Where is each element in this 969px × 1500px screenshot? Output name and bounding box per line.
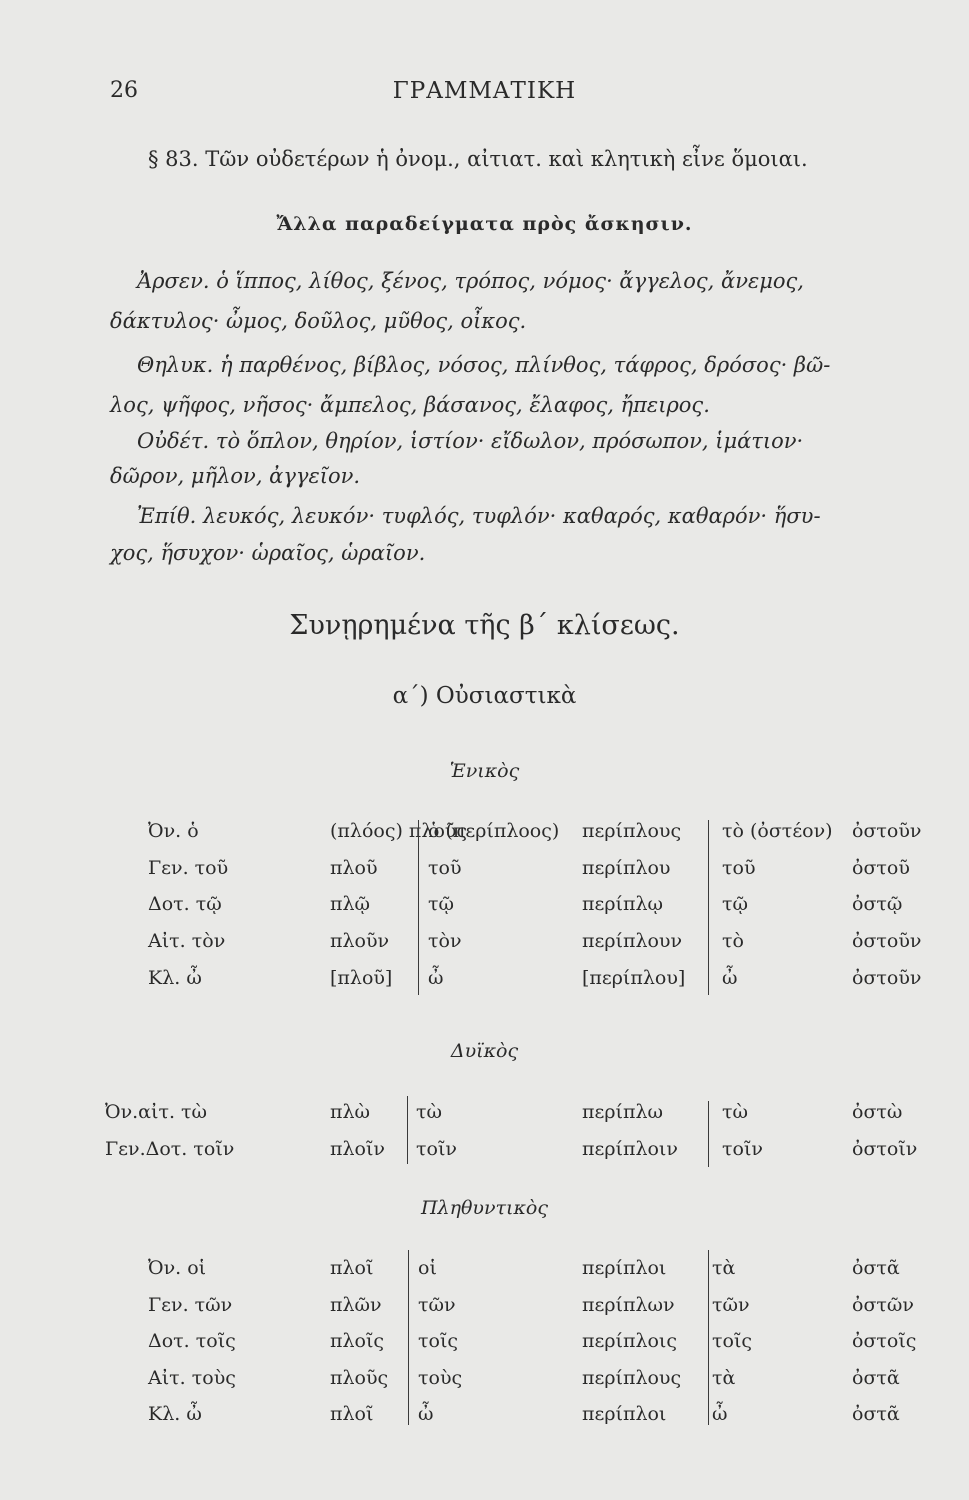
- example-line: χος, ἥσυχον· ὡραῖος, ὡραῖον.: [110, 541, 426, 565]
- dual-periplous-form: περίπλω: [582, 1101, 663, 1123]
- singular-osteon-form: ὀστοῦν: [852, 820, 922, 842]
- singular-plous-form: πλοῦ: [330, 857, 378, 879]
- plural-title: Πληθυντικὸς: [420, 1197, 549, 1219]
- plural-osteon-article: τῶν: [712, 1294, 750, 1316]
- dual-case-label: Γεν.Δοτ. τοῖν: [105, 1138, 235, 1160]
- example-line: λος, ψῆφος, νῆσος· ἄμπελος, βάσανος, ἔλαφος, ἤπειρος.: [110, 393, 710, 417]
- plural-periplous-form: περίπλους: [582, 1367, 682, 1389]
- singular-osteon-article: τὸ (ὀστέον): [722, 820, 833, 842]
- plural-osteon-article: ὦ: [712, 1403, 728, 1425]
- dual-plous-form: πλοῖν: [330, 1138, 385, 1160]
- plural-periplous-form: περίπλοι: [582, 1403, 667, 1425]
- example-line: Οὐδέτ. τὸ ὅπλον, θηρίον, ἱστίον· εἴδωλον, πρόσωπον, ἱμάτιον·: [137, 429, 804, 453]
- column-rule: [418, 820, 419, 995]
- plural-osteon-article: τοῖς: [712, 1330, 753, 1352]
- singular-plous-form: [πλοῦ]: [330, 967, 393, 989]
- plural-periplous-article: οἱ: [418, 1257, 437, 1279]
- plural-periplous-article: τοῖς: [418, 1330, 459, 1352]
- singular-case-label: Δοτ. τῷ: [148, 893, 222, 915]
- plural-periplous-article: τοὺς: [418, 1367, 463, 1389]
- running-title: ΓΡΑΜΜΑΤΙΚΗ: [392, 78, 577, 104]
- plural-osteon-form: ὀστᾶ: [852, 1257, 900, 1279]
- singular-periplous-form: περίπλῳ: [582, 893, 663, 915]
- singular-periplous-article: τῷ: [428, 893, 455, 915]
- singular-osteon-form: ὀστοῦ: [852, 857, 910, 879]
- contracted-title: Συνῃρημένα τῆς β΄ κλίσεως.: [289, 610, 680, 641]
- plural-case-label: Ὀν. οἱ: [148, 1257, 207, 1279]
- singular-osteon-article: τοῦ: [722, 857, 756, 879]
- singular-plous-form: (πλόος) πλοῦς: [330, 820, 468, 842]
- plural-plous-form: πλοῖ: [330, 1403, 374, 1425]
- singular-osteon-form: ὀστοῦν: [852, 967, 922, 989]
- dual-periplous-article: τὼ: [416, 1101, 443, 1123]
- singular-osteon-article: ὦ: [722, 967, 738, 989]
- dual-osteon-article: τὼ: [722, 1101, 749, 1123]
- dual-osteon-form: ὀστοῖν: [852, 1138, 918, 1160]
- singular-periplous-form: περίπλου: [582, 857, 671, 879]
- singular-case-label: Αἰτ. τὸν: [148, 930, 226, 952]
- dual-title: Δυϊκὸς: [450, 1040, 519, 1062]
- example-line: δῶρον, μῆλον, ἀγγεῖον.: [110, 464, 361, 488]
- singular-title: Ἑνικὸς: [449, 760, 520, 782]
- plural-periplous-article: ὦ: [418, 1403, 434, 1425]
- singular-plous-form: πλῷ: [330, 893, 371, 915]
- column-rule: [708, 1250, 709, 1425]
- example-line: Ἀρσεν. ὁ ἵππος, λίθος, ξένος, τρόπος, νόμος· ἄγγελος, ἄνεμος,: [137, 269, 804, 293]
- plural-osteon-article: τὰ: [712, 1257, 736, 1279]
- singular-periplous-article: ὁ (περίπλοος): [428, 820, 560, 842]
- section-83-text: § 83. Τῶν οὐδετέρων ἡ ὀνομ., αἰτιατ. καὶ κλητικὴ εἶνε ὅμοιαι.: [148, 147, 808, 171]
- dual-case-label: Ὀν.αἰτ. τὼ: [105, 1101, 208, 1123]
- exercise-heading: Ἄλλα παραδείγματα πρὸς ἄσκησιν.: [276, 213, 693, 235]
- singular-periplous-article: τοῦ: [428, 857, 462, 879]
- singular-osteon-form: ὀστοῦν: [852, 930, 922, 952]
- plural-plous-form: πλοῖς: [330, 1330, 385, 1352]
- column-rule: [708, 1101, 709, 1167]
- singular-osteon-article: τῷ: [722, 893, 749, 915]
- plural-periplous-article: τῶν: [418, 1294, 456, 1316]
- plural-case-label: Αἰτ. τοὺς: [148, 1367, 236, 1389]
- singular-periplous-article: τὸν: [428, 930, 462, 952]
- singular-periplous-form: περίπλουν: [582, 930, 683, 952]
- page-number: 26: [110, 78, 138, 103]
- column-rule: [408, 1250, 409, 1425]
- singular-case-label: Ὀν. ὁ: [148, 820, 199, 842]
- plural-case-label: Γεν. τῶν: [148, 1294, 233, 1316]
- plural-periplous-form: περίπλοις: [582, 1330, 678, 1352]
- column-rule: [708, 820, 709, 995]
- plural-osteon-article: τὰ: [712, 1367, 736, 1389]
- example-line: Ἐπίθ. λευκός, λευκόν· τυφλός, τυφλόν· καθαρός, καθαρόν· ἥσυ-: [137, 504, 821, 528]
- column-rule: [407, 1096, 408, 1164]
- singular-periplous-article: ὦ: [428, 967, 444, 989]
- singular-plous-form: πλοῦν: [330, 930, 390, 952]
- dual-osteon-form: ὀστὼ: [852, 1101, 903, 1123]
- plural-case-label: Κλ. ὦ: [148, 1403, 202, 1425]
- singular-osteon-form: ὀστῷ: [852, 893, 903, 915]
- singular-case-label: Γεν. τοῦ: [148, 857, 229, 879]
- dual-periplous-article: τοῖν: [416, 1138, 457, 1160]
- dual-periplous-form: περίπλοιν: [582, 1138, 678, 1160]
- nouns-subtitle: α΄) Οὐσιαστικὰ: [392, 683, 577, 709]
- example-line: δάκτυλος· ὦμος, δοῦλος, μῦθος, οἶκος.: [110, 309, 527, 333]
- dual-osteon-article: τοῖν: [722, 1138, 763, 1160]
- singular-case-label: Κλ. ὦ: [148, 967, 202, 989]
- plural-osteon-form: ὀστᾶ: [852, 1367, 900, 1389]
- plural-plous-form: πλῶν: [330, 1294, 382, 1316]
- example-line: Θηλυκ. ἡ παρθένος, βίβλος, νόσος, πλίνθος, τάφρος, δρόσος· βῶ-: [137, 353, 831, 377]
- plural-periplous-form: περίπλοι: [582, 1257, 667, 1279]
- plural-case-label: Δοτ. τοῖς: [148, 1330, 236, 1352]
- singular-periplous-form: [περίπλου]: [582, 967, 686, 989]
- singular-osteon-article: τὸ: [722, 930, 744, 952]
- dual-plous-form: πλὼ: [330, 1101, 371, 1123]
- plural-periplous-form: περίπλων: [582, 1294, 675, 1316]
- plural-plous-form: πλοῦς: [330, 1367, 389, 1389]
- singular-periplous-form: περίπλους: [582, 820, 682, 842]
- plural-osteon-form: ὀστοῖς: [852, 1330, 917, 1352]
- plural-osteon-form: ὀστᾶ: [852, 1403, 900, 1425]
- plural-osteon-form: ὀστῶν: [852, 1294, 914, 1316]
- plural-plous-form: πλοῖ: [330, 1257, 374, 1279]
